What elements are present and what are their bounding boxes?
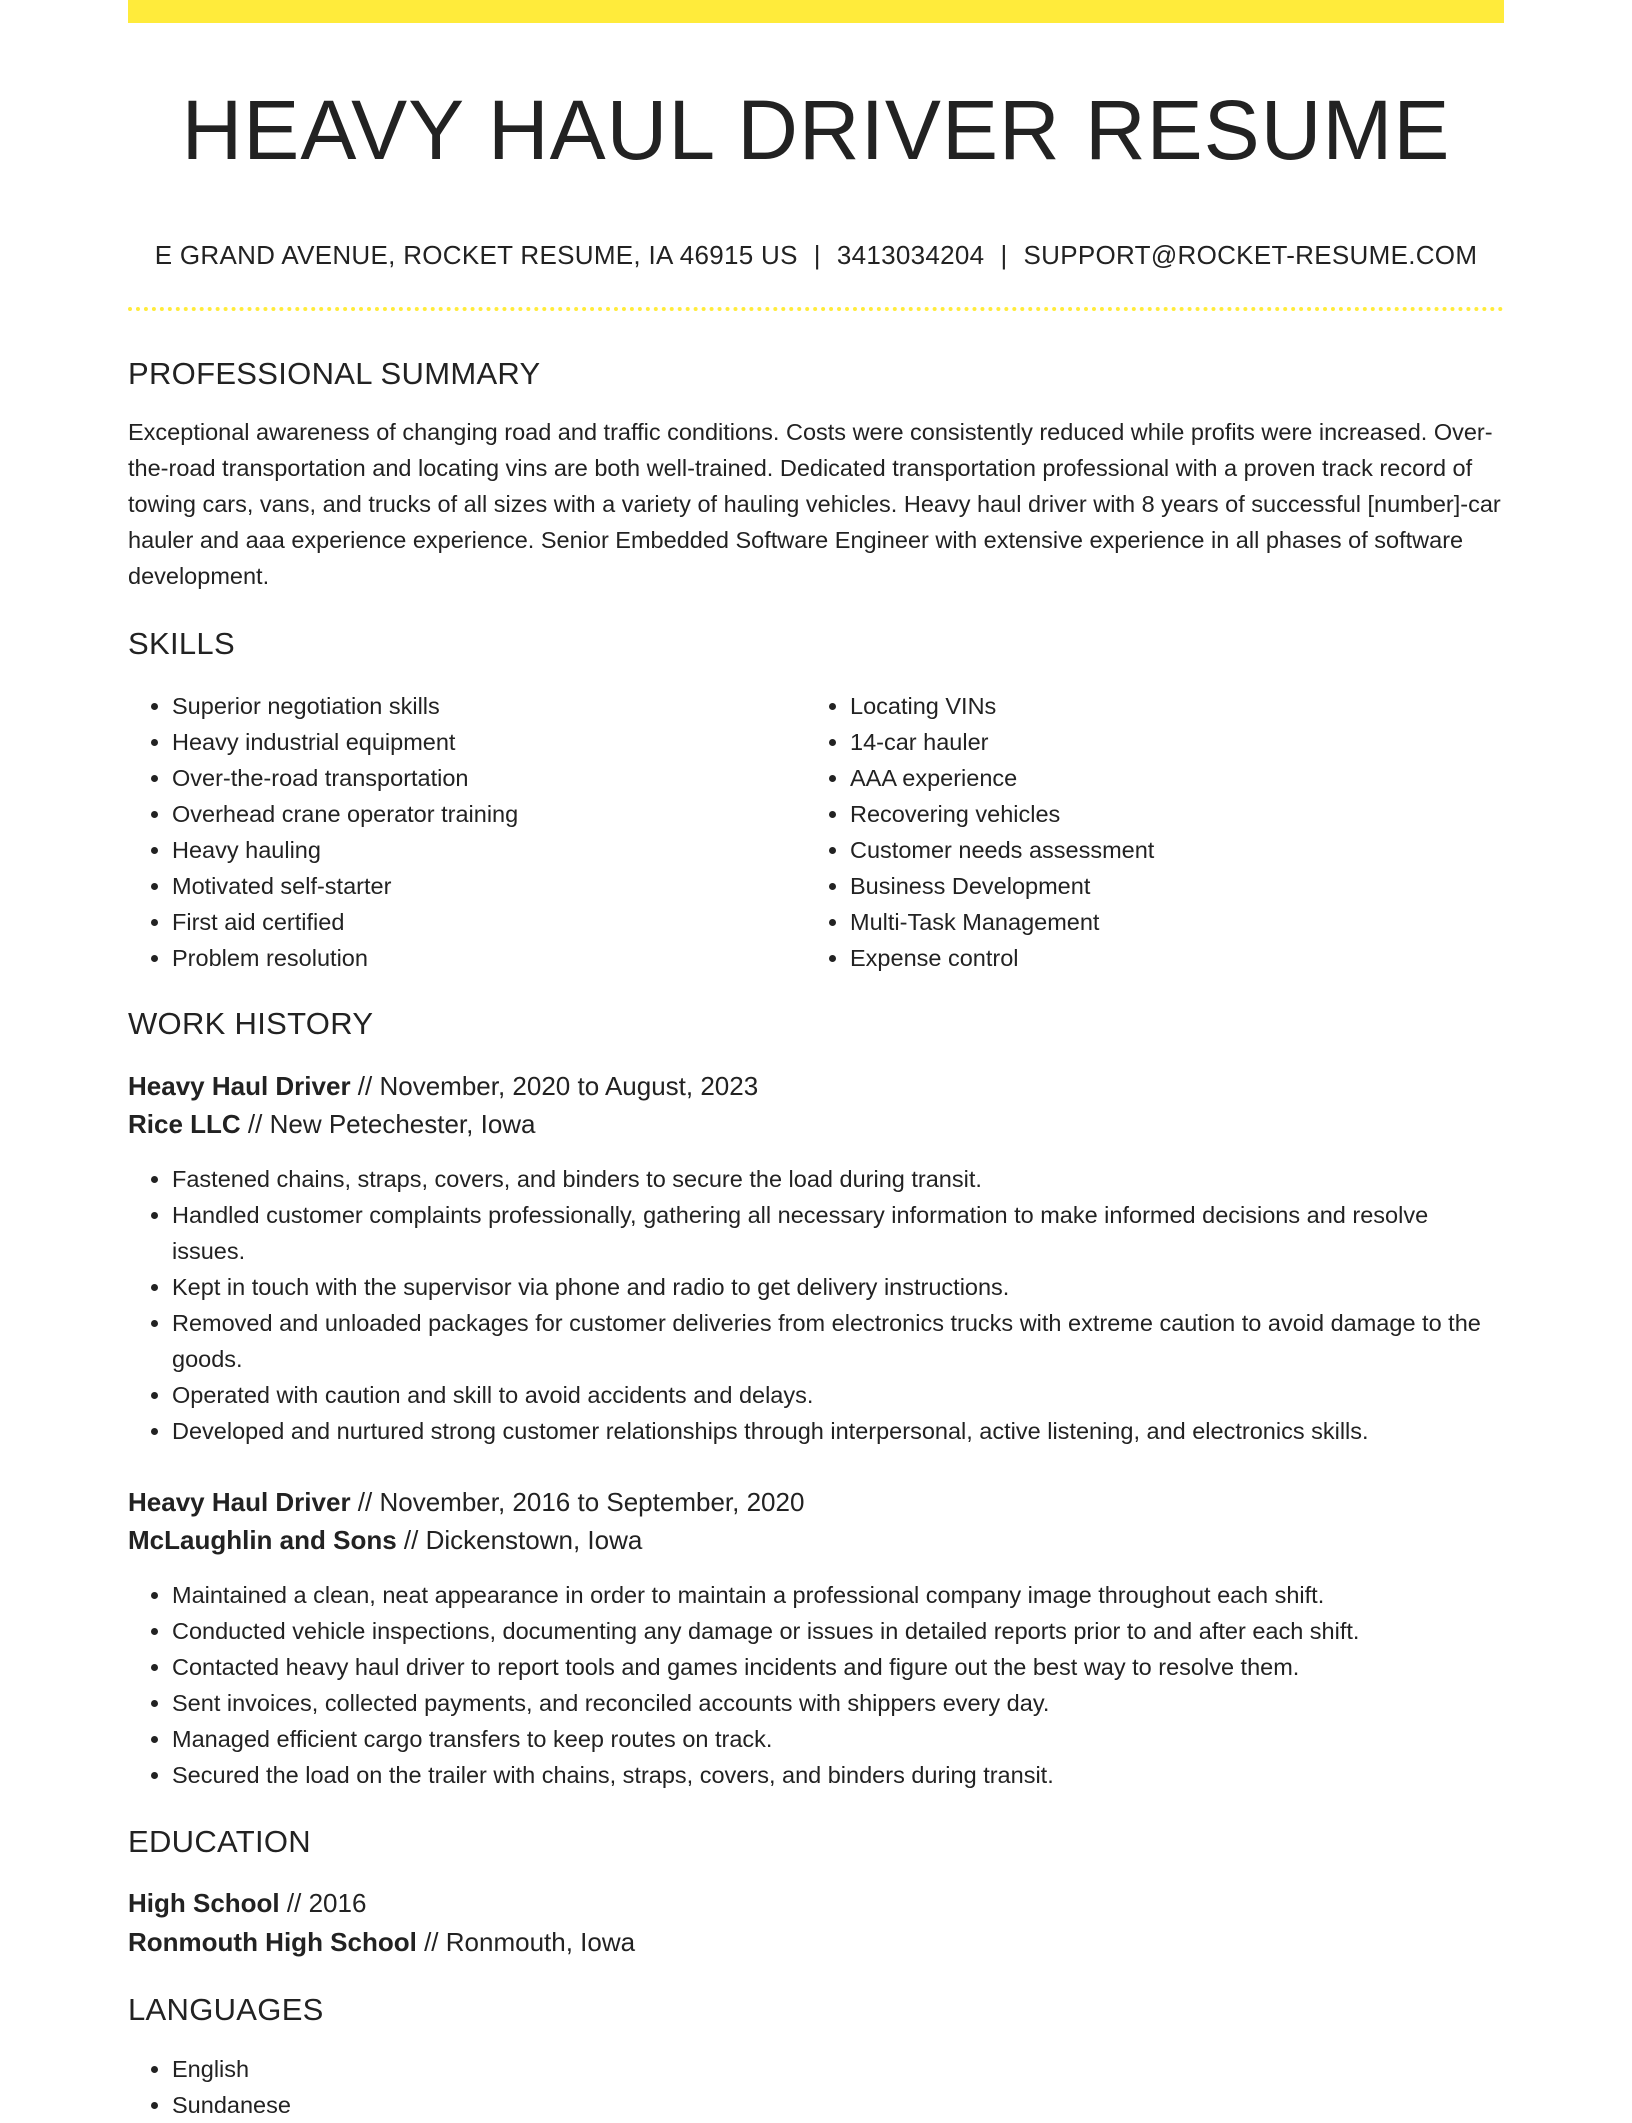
language-item: • Sundanese: [172, 2087, 772, 2123]
skill-item: • Customer needs assessment: [850, 832, 1450, 868]
job-bullet: • Fastened chains, straps, covers, and binders to secure the load during transit.: [172, 1161, 1504, 1197]
summary-heading: PROFESSIONAL SUMMARY: [128, 356, 541, 391]
skill-item: • Expense control: [850, 940, 1450, 976]
job-title-line: [128, 1067, 758, 1105]
job-bullet: • Contacted heavy haul driver to report tools and games incidents and figure out the best way to resolve them.: [172, 1649, 1504, 1685]
job-title-line: [128, 1483, 804, 1521]
job-bullet: • Removed and unloaded packages for customer deliveries from electronics trucks with extreme caution to avoid damage to the goods.: [172, 1305, 1504, 1377]
skill-item: • Superior negotiation skills: [172, 688, 772, 724]
job-company: Rice LLC: [128, 1109, 241, 1139]
job-separator: //: [240, 1109, 270, 1139]
contact-address: E GRAND AVENUE, ROCKET RESUME, IA 46915 US: [154, 240, 798, 270]
education-school-line: [128, 1923, 635, 1961]
job-bullet: • Conducted vehicle inspections, documenting any damage or issues in detailed reports prior to and after each shift.: [172, 1613, 1504, 1649]
job-bullets: [128, 1577, 1504, 1793]
top-accent-bar: [128, 0, 1504, 23]
skill-item: • Over-the-road transportation: [172, 760, 772, 796]
skills-heading: SKILLS: [128, 626, 235, 661]
skill-item: • Heavy hauling: [172, 832, 772, 868]
job-location: New Petechester, Iowa: [269, 1109, 536, 1139]
skill-item: • Multi-Task Management: [850, 904, 1450, 940]
education-degree-line: [128, 1884, 366, 1922]
summary-text: Exceptional awareness of changing road and traffic conditions. Costs were consistently reduced while profits were increased. Over-the-road transportation and locating vins are both well-trained. Dedicated transportation professional with a proven track record of towing cars, vans, and trucks of all sizes with a variety of hauling vehicles. Heavy haul driver with 8 years of successful [number]-car hauler and aaa experience experience. Senior Embedded Software Engineer with extensive experience in all phases of software development.: [128, 419, 1501, 589]
skill-item: • Problem resolution: [172, 940, 772, 976]
education-heading: EDUCATION: [128, 1824, 311, 1859]
job-bullet: • Developed and nurtured strong customer relationships through interpersonal, active listening, and electronics skills.: [172, 1413, 1504, 1449]
language-item: • English: [172, 2051, 772, 2087]
job-bullets: [128, 1161, 1504, 1449]
job-separator: //: [350, 1487, 380, 1517]
skill-item: • Overhead crane operator training: [172, 796, 772, 832]
skill-item: • Recovering vehicles: [850, 796, 1450, 832]
work-heading: WORK HISTORY: [128, 1006, 374, 1041]
skills-list-right: [806, 688, 1450, 976]
job-dates: November, 2020 to August, 2023: [379, 1071, 759, 1101]
job-title: Heavy Haul Driver: [128, 1071, 351, 1101]
job-dates: November, 2016 to September, 2020: [379, 1487, 805, 1517]
job-bullet: • Kept in touch with the supervisor via phone and radio to get delivery instructions.: [172, 1269, 1504, 1305]
languages-list: [128, 2051, 772, 2123]
skill-item: • 14-car hauler: [850, 724, 1450, 760]
job-company-line: [128, 1521, 642, 1559]
job-separator: //: [396, 1525, 426, 1555]
skill-item: • Locating VINs: [850, 688, 1450, 724]
education-year: 2016: [308, 1888, 367, 1918]
skill-item: • Business Development: [850, 868, 1450, 904]
resume-title: HEAVY HAUL DRIVER RESUME: [181, 83, 1451, 177]
contact-separator: |: [1000, 240, 1008, 270]
job-company: McLaughlin and Sons: [128, 1525, 397, 1555]
skill-item: • Motivated self-starter: [172, 868, 772, 904]
contact-phone: 3413034204: [836, 240, 985, 270]
skill-item: • Heavy industrial equipment: [172, 724, 772, 760]
job-bullet: • Operated with caution and skill to avoid accidents and delays.: [172, 1377, 1504, 1413]
job-bullet: • Managed efficient cargo transfers to keep routes on track.: [172, 1721, 1504, 1757]
job-location: Dickenstown, Iowa: [425, 1525, 643, 1555]
education-school: Ronmouth High School: [128, 1927, 417, 1957]
education-separator: //: [279, 1888, 309, 1918]
job-bullet: • Secured the load on the trailer with chains, straps, covers, and binders during transit.: [172, 1757, 1504, 1793]
job-bullet: • Sent invoices, collected payments, and reconciled accounts with shippers every day.: [172, 1685, 1504, 1721]
skill-item: • First aid certified: [172, 904, 772, 940]
skill-item: • AAA experience: [850, 760, 1450, 796]
job-bullet: • Maintained a clean, neat appearance in order to maintain a professional company image throughout each shift.: [172, 1577, 1504, 1613]
contact-line: [128, 238, 1504, 272]
job-separator: //: [350, 1071, 380, 1101]
languages-heading: LANGUAGES: [128, 1992, 324, 2027]
education-location: Ronmouth, Iowa: [445, 1927, 636, 1957]
skills-list-left: [128, 688, 772, 976]
education-separator: //: [416, 1927, 446, 1957]
job-title: Heavy Haul Driver: [128, 1487, 351, 1517]
job-bullet: • Handled customer complaints professionally, gathering all necessary information to make informed decisions and resolve issues.: [172, 1197, 1504, 1269]
dotted-divider: [128, 307, 1504, 311]
contact-email: SUPPORT@ROCKET-RESUME.COM: [1023, 240, 1478, 270]
contact-separator: |: [813, 240, 821, 270]
job-company-line: [128, 1105, 536, 1143]
education-degree: High School: [128, 1888, 280, 1918]
